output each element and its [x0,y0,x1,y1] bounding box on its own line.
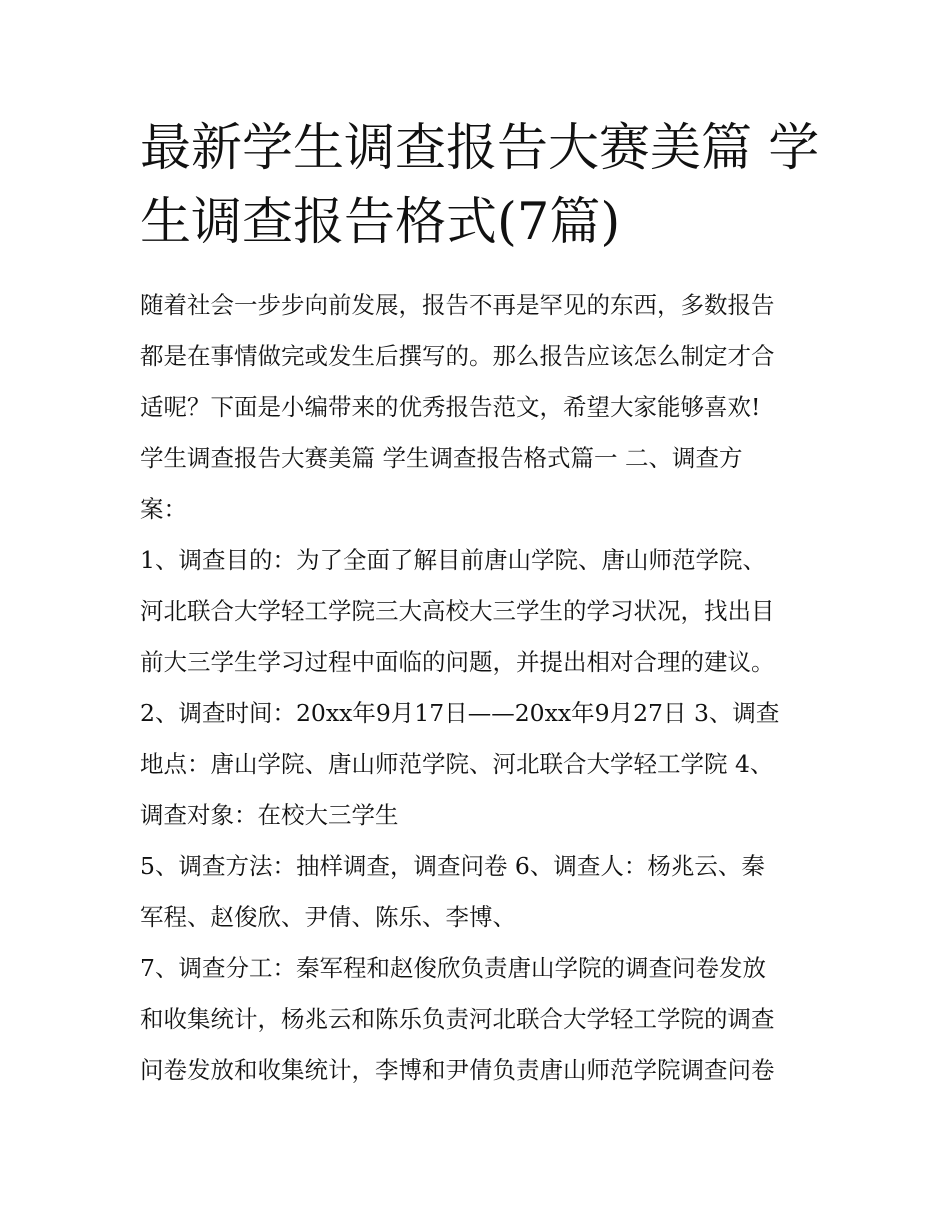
body-line: 河北联合大学轻工学院三大高校大三学生的学习状况，找出目 [140,597,775,625]
body-line: 地点：唐山学院、唐山师范学院、河北联合大学轻工学院 4、 [140,750,774,778]
body-line: 随着社会一步步向前发展，报告不再是罕见的东西，多数报告 [140,291,775,319]
body-line: 军程、赵俊欣、尹倩、陈乐、李博、 [140,903,516,931]
body-line: 学生调查报告大赛美篇 学生调查报告格式篇一 二、调查方 [140,444,743,472]
body-line: 1、调查目的：为了全面了解目前唐山学院、唐山师范学院、 [140,546,766,574]
title-line: 最新学生调查报告大赛美篇 学 [140,119,820,178]
body-line: 5、调查方法：抽样调查，调查问卷 6、调查人：杨兆云、秦 [140,852,765,880]
title-line: 生调查报告格式(7篇) [140,193,621,252]
body-line: 和收集统计，杨兆云和陈乐负责河北联合大学轻工学院的调查 [140,1005,775,1033]
document-title [140,112,820,260]
body-line: 7、调查分工：秦军程和赵俊欣负责唐山学院的调查问卷发放 [140,954,766,982]
body-line: 前大三学生学习过程中面临的问题，并提出相对合理的建议。 [140,648,775,676]
body-line: 调查对象：在校大三学生 [140,801,399,829]
body-line: 案： [140,495,187,523]
body-line: 适呢？下面是小编带来的优秀报告范文，希望大家能够喜欢! [140,393,761,421]
body-line: 问卷发放和收集统计，李博和尹倩负责唐山师范学院调查问卷 [140,1056,775,1084]
body-line: 都是在事情做完或发生后撰写的。那么报告应该怎么制定才合 [140,342,775,370]
document-body [140,280,830,1096]
body-line: 2、调查时间：20xx年9月17日——20xx年9月27日 3、调查 [140,699,780,727]
